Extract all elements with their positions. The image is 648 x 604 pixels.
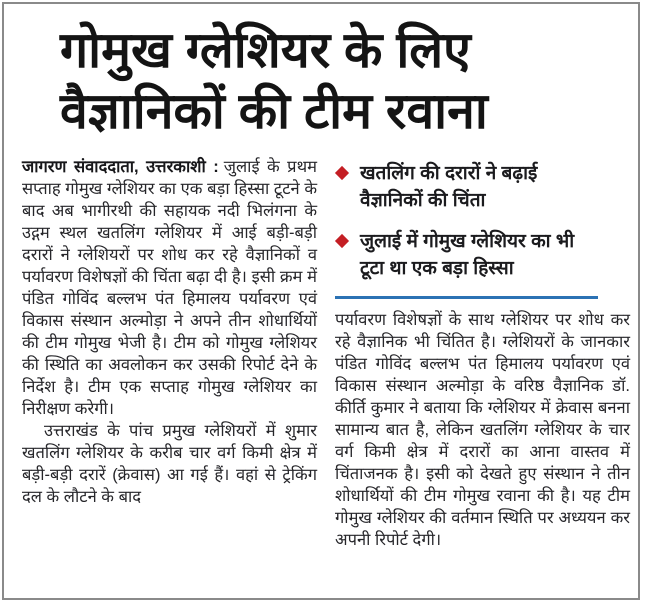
section-divider: [335, 296, 598, 299]
highlight-text-line: जुलाई में गोमुख ग्लेशियर का भी: [360, 231, 575, 252]
dateline: जागरण संवाददाता, उत्तरकाशी :: [22, 158, 219, 176]
article-headline: [4, 4, 638, 142]
article-left-column: [22, 156, 317, 551]
highlight-text-line: खतलिंग की दरारों ने बढ़ाई: [360, 163, 538, 184]
diamond-bullet-icon: [335, 166, 349, 180]
diamond-bullet-icon: [335, 234, 349, 248]
highlight-item: [335, 160, 630, 214]
article-body: [4, 156, 638, 551]
article-right-column: [335, 156, 630, 551]
headline-line-1: गोमुख ग्लेशियर के लिए: [60, 22, 471, 78]
newspaper-clipping: [2, 2, 640, 600]
article-paragraph-right: पर्यावरण विशेषज्ञों के साथ ग्लेशियर पर शोध कर रहे वैज्ञानिक भी चिंतित है। ग्लेशियरों के जानकार पंडित गोविंद बल्लभ पंत हिमालय पर्यावरण एवं विकास संस्थान अल्मोड़ा के वरिष्ठ वैज्ञानिक डॉ. कीर्ति कुमार ने बताया कि ग्लेशियर में क्रेवास बनना सामान्य बात है, लेकिन खतलिंग ग्लेशियर के चार वर्ग किमी क्षेत्र में दरारों का आना वास्तव में चिंताजनक है। इसी को देखते हुए संस्थान ने तीन शोधार्थियों की टीम गोमुख रवाना की है। यह टीम गोमुख ग्लेशियर की वर्तमान स्थिति पर अध्ययन कर अपनी रिपोर्ट देगी।: [335, 311, 630, 549]
highlight-item: [335, 228, 630, 282]
highlight-text-line: टूटा था एक बड़ा हिस्सा: [360, 258, 514, 279]
highlights-list: [335, 160, 630, 282]
headline-line-2: वैज्ञानिकों की टीम रवाना: [60, 83, 488, 139]
highlight-text-line: वैज्ञानिकों की चिंता: [360, 190, 486, 211]
article-paragraph-lead: [22, 156, 317, 420]
article-paragraph-second: उत्तराखंड के पांच प्रमुख ग्लेशियरों में शुमार खतलिंग ग्लेशियर के करीब चार वर्ग किमी क्षेत्र में बड़ी-बड़ी दरारें (क्रेवास) आ गई हैं। वहां से ट्रेकिंग दल के लौटने के बाद: [22, 422, 317, 506]
lead-paragraph-text: जुलाई के प्रथम सप्ताह गोमुख ग्लेशियर का एक बड़ा हिस्सा टूटने के बाद अब भागीरथी की सहायक नदी भिलंगना के उद्गम स्थल खतलिंग ग्लेशियर में आई बड़ी-बड़ी दरारों ने ग्लेशियरों पर शोध कर रहे वैज्ञानिकों व पर्यावरण विशेषज्ञों की चिंता बढ़ा दी है। इसी क्रम में पंडित गोविंद बल्लभ पंत हिमालय पर्यावरण एवं विकास संस्थान अल्मोड़ा ने अपने तीन शोधार्थियों की टीम गोमुख भेजी है। टीम को गोमुख ग्लेशियर की स्थिति का अवलोकन कर उसकी रिपोर्ट देने के निर्देश है। टीम एक सप्ताह गोमुख ग्लेशियर का निरीक्षण करेगी।: [22, 158, 317, 418]
